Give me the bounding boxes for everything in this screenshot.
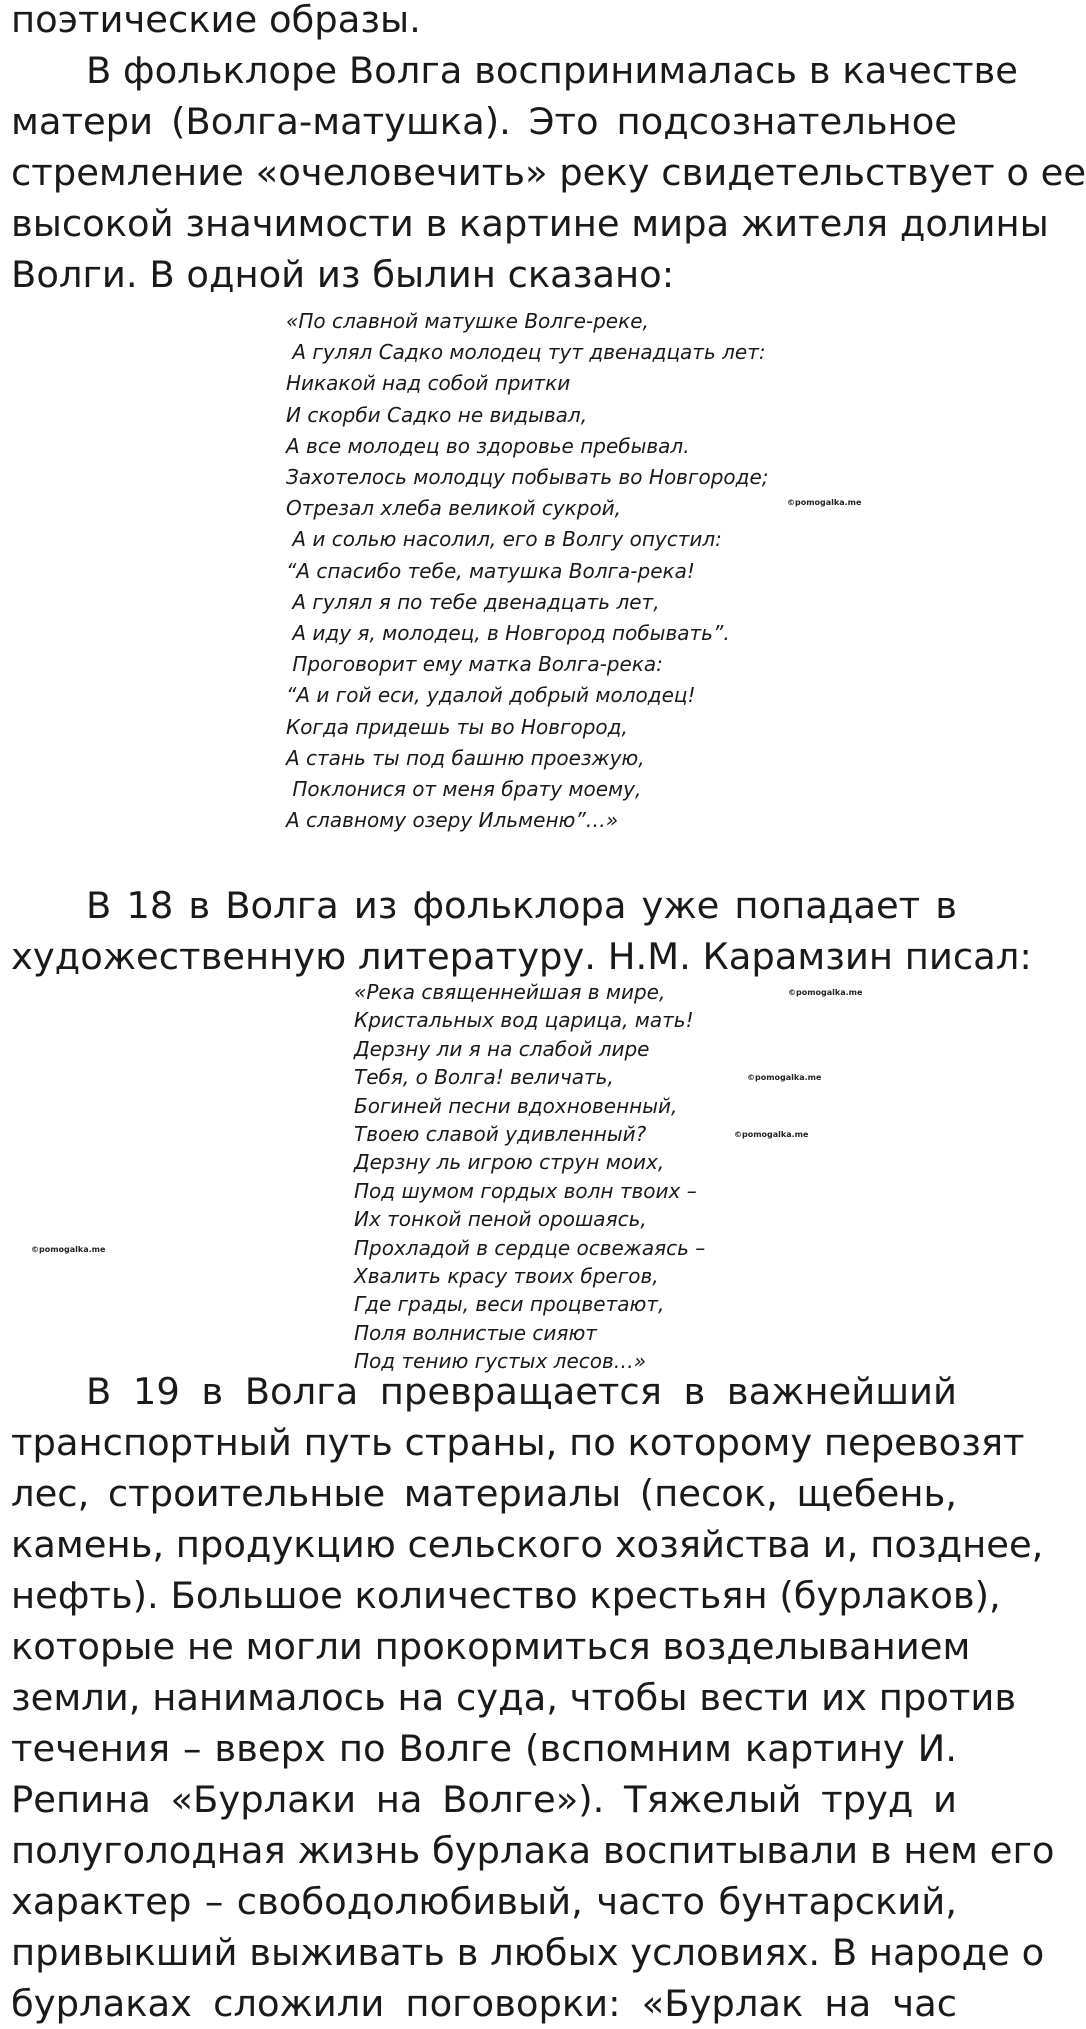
verse-line: Прохладой в сердце освежаясь – [354,1235,706,1260]
paragraph-line: матери (Волга-матушка). Это подсознательное [11,100,957,143]
paragraph-line: Репина «Бурлаки на Волге»). Тяжелый труд и [11,1778,957,1821]
verse-line: Тебя, о Волга! величать, [354,1065,614,1090]
watermark: ©pomogalka.me [788,988,863,997]
verse-line: «По славной матушке Волге-реке, [286,309,649,333]
paragraph-line: камень, продукцию сельского хозяйства и, позднее, [11,1523,1044,1566]
verse-line: Где грады, веси процветают, [354,1292,665,1317]
verse-line: Проговорит ему матка Волга-река: [286,652,663,677]
paragraph-line: В 18 в Волга из фольклора уже попадает в [86,884,957,927]
paragraph-18-century [11,880,1032,982]
paragraph-line: течения – вверх по Волге (вспомним картину И. [11,1727,957,1770]
verse-line: А иду я, молодец, в Новгород побывать”. [286,621,730,646]
paragraph-19-century [11,1366,1055,2029]
verse-line: Их тонкой пеной орошаясь, [354,1207,647,1232]
verse-line: «Река священнейшая в мире, [354,980,666,1004]
verse-line: Когда придешь ты во Новгород, [286,714,628,739]
paragraph-line: бурлаках сложили поговорки: «Бурлак на час [11,1982,957,2025]
paragraph-line: нефть). Большое количество крестьян (бурлаков), [11,1574,1001,1617]
verse-line: Дерзну ль игрою струн моих, [354,1150,665,1175]
paragraph-line: В 19 в Волга превращается в важнейший [86,1370,957,1413]
paragraph-line: привыкший выживать в любых условиях. В народе о [11,1931,1045,1974]
paragraph-top-fragment [11,0,957,45]
verse-line: Под тению густых лесов…» [354,1349,647,1374]
verse-line: А все молодец во здоровье пребывал. [286,433,690,458]
verse-line: И скорби Садко не видывал, [286,402,588,427]
paragraph-line: поэтические образы. [11,0,421,41]
paragraph-line: стремление «очеловечить» реку свидетельствует о ее [11,151,1086,194]
verse-line: Под шумом гордых волн твоих – [354,1178,697,1203]
verse-line: Хвалить красу твоих брегов, [354,1264,659,1289]
karamzin-verse [354,978,705,1376]
verse-line: Отрезал хлеба великой сукрой, [286,496,622,521]
verse-line: Дерзну ли я на слабой лире [354,1036,650,1061]
verse-line: “А спасибо тебе, матушка Волга-река! [286,558,695,583]
paragraph-line: художественную литературу. Н.М. Карамзин писал: [11,935,1032,978]
paragraph-line: Волги. В одной из былин сказано: [11,253,675,296]
watermark: ©pomogalka.me [734,1130,809,1139]
verse-line: “А и гой еси, удалой добрый молодец! [286,683,696,708]
watermark: ©pomogalka.me [31,1245,106,1254]
paragraph-line: высокой значимости в картине мира жителя долины [11,202,1049,245]
paragraph-folklore [11,45,1086,300]
watermark: ©pomogalka.me [787,498,862,507]
paragraph-line: транспортный путь страны, по которому перевозят [11,1421,1025,1464]
verse-line: А гулял Садко молодец тут двенадцать лет: [286,340,766,365]
verse-line: Захотелось молодцу побывать во Новгороде; [286,465,769,490]
verse-line: Кристальных вод царица, мать! [354,1008,694,1033]
watermark: ©pomogalka.me [747,1073,822,1082]
verse-line: Никакой над собой притки [286,371,571,396]
verse-line: А славному озеру Ильменю”…» [286,808,619,833]
bylina-verse [286,306,769,836]
paragraph-line: которые не могли прокормиться возделыванием [11,1625,971,1668]
verse-line: Поля волнистые сияют [354,1320,597,1345]
paragraph-line: земли, нанималось на суда, чтобы вести их против [11,1676,1017,1719]
verse-line: Твоею славой удивленный? [354,1122,647,1147]
verse-line: А и солью насолил, его в Волгу опустил: [286,527,722,552]
paragraph-line: лес, строительные материалы (песок, щебень, [11,1472,957,1515]
verse-line: Богиней песни вдохновенный, [354,1093,678,1118]
verse-line: А стань ты под башню проезжую, [286,745,645,770]
paragraph-line: характер – свободолюбивый, часто бунтарский, [11,1880,957,1923]
verse-line: Поклонися от меня брату моему, [286,777,642,802]
paragraph-line: полуголодная жизнь бурлака воспитывали в нем его [11,1829,1055,1872]
paragraph-line: В фольклоре Волга воспринималась в качестве [86,49,1018,92]
verse-line: А гулял я по тебе двенадцать лет, [286,589,660,614]
